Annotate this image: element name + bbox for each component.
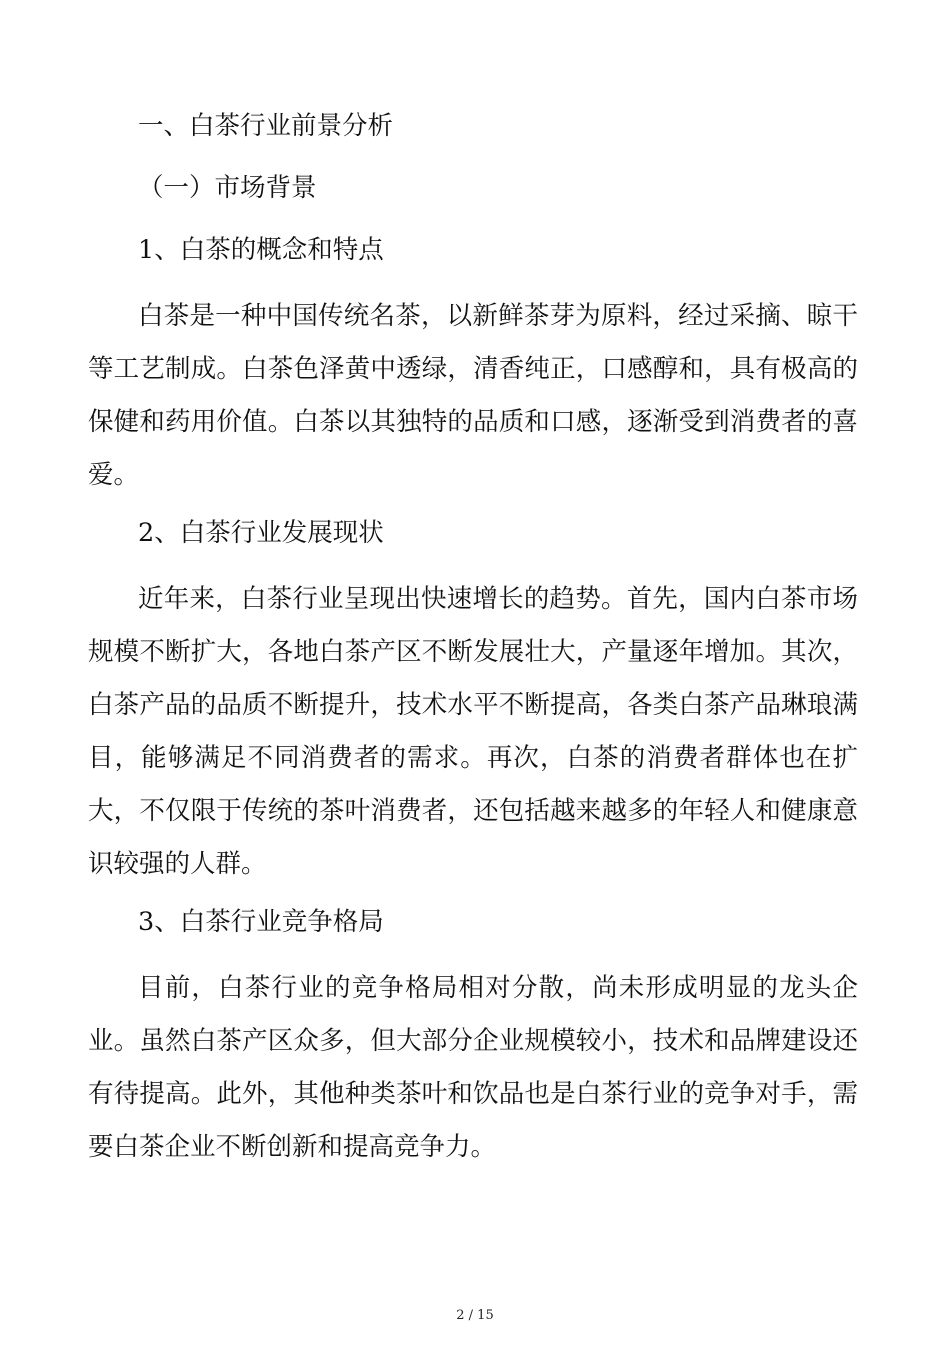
page-number: 2 / 15 bbox=[456, 1308, 494, 1323]
subsection-title-3: 3、白茶行业竞争格局 bbox=[138, 907, 384, 937]
paragraph-2: 近年来，白茶行业呈现出快速增长的趋势。首先，国内白茶市场规模不断扩大，各地白茶产区不断发展壮大，产量逐年增加。其次，白茶产品的品质不断提升，技术水平不断提高，各类白茶产品琳琅满目，能够满足不同消费者的需求。再次，白茶的消费者群体也在扩大，不仅限于传统的茶叶消费者，还包括越来越多的年轻人和健康意识较强的人群。 bbox=[88, 584, 858, 879]
subsection-title-1: 1、白茶的概念和特点 bbox=[138, 235, 384, 265]
section-heading: （一）市场背景 bbox=[138, 173, 317, 203]
chapter-heading: 一、白茶行业前景分析 bbox=[138, 111, 394, 141]
paragraph-1: 白茶是一种中国传统名茶，以新鲜茶芽为原料，经过采摘、晾干等工艺制成。白茶色泽黄中透绿，清香纯正，口感醇和，具有极高的保健和药用价值。白茶以其独特的品质和口感，逐渐受到消费者的喜爱。 bbox=[88, 301, 858, 490]
document-body bbox=[88, 104, 858, 1183]
subsection-title-2: 2、白茶行业发展现状 bbox=[138, 518, 384, 548]
paragraph-3: 目前，白茶行业的竞争格局相对分散，尚未形成明显的龙头企业。虽然白茶产区众多，但大部分企业规模较小，技术和品牌建设还有待提高。此外，其他种类茶叶和饮品也是白茶行业的竞争对手，需要白茶企业不断创新和提高竞争力。 bbox=[88, 973, 858, 1162]
